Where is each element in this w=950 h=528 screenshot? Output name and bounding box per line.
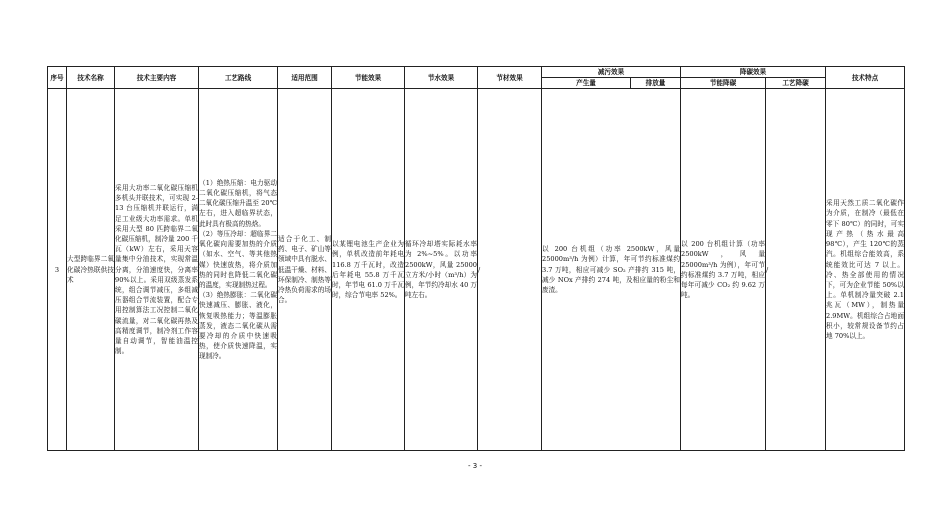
header-water-saving: 节水效果: [405, 67, 478, 89]
header-energy-saving: 节能效果: [332, 67, 405, 89]
header-tech-name: 技术名称: [67, 67, 115, 89]
header-main-content: 技术主要内容: [115, 67, 199, 89]
cell-scope: 适合于化工、制药、电子、矿山等领域中具有脱水、低温干燥、材料、环保制冷、制热等冷热负荷需求的场合。: [278, 89, 332, 451]
cell-features: 采用天然工质二氧化碳作为介质，在制冷（最低在零下 80℃）的同时，可实现产热（热水最高 98℃），产生 120℃的蒸汽。机组综合能效高，系统能效比可达 7 以上。冷、热全部使用的情况下，可为企业节能 50%以上。单机制冷量突破 2.1 兆瓦（MW），制热量 2.9MW。机组综合占地面积小，较常规设备节约占地 70%以上。: [826, 89, 905, 451]
header-seq: 序号: [48, 67, 67, 89]
cell-process-carbon: /: [766, 89, 826, 451]
table-row: [48, 89, 905, 451]
header-scope: 适用范围: [278, 67, 332, 89]
header-energy-carbon: 节能降碳: [681, 78, 766, 89]
header-material-saving: 节材效果: [478, 67, 542, 89]
process-route-text: （1）绝热压缩：电力驱动二氧化碳压缩机，将气态二氧化碳压缩升温至 20℃左右，进入超临界状态，此时具有极高的热焓。 （2）等压冷却：超临界二氧化碳向需要加热的介质（如水、空气、等其他热媒）快速放热，将介质加热的同时也降低二氧化碳的温度，实现制热过程。 （3）绝热膨胀：二氧化碳快速减压、膨胀、液化，恢复吸热能力；等温膨胀蒸发，液态二氧化碳从需要冷却的介质中快速吸热，使介质快速降温，实现制冷。: [199, 178, 277, 361]
cell-energy-carbon: 以 200 台机组计算（功率 2500kW，风量 25000m³/h 为例），年可节约标准煤约 3.7 万吨，相应每年可减少 CO₂ 约 9.62 万吨。: [681, 89, 766, 451]
header-pollution-reduction: 减污效果: [542, 67, 681, 78]
cell-energy-saving: 以某锂电池生产企业为例，单机改造前年耗电 116.8 万千瓦时，改造后年耗电 55.8 万千瓦时，年节电 61.0 万千瓦时，综合节电率 52%。: [332, 89, 405, 451]
cell-seq: 3: [48, 89, 67, 451]
cell-water-saving: 循环冷却塔实际耗水率为 2%~5%。以功率 2500kW，风量 25000 立方米/小时（m³/h）为例，年节约冷却水 40 万吨左右。: [405, 89, 478, 451]
header-process-carbon: 工艺降碳: [766, 78, 826, 89]
cell-process-route: [199, 89, 278, 451]
cell-material-saving: /: [478, 89, 542, 451]
header-carbon-reduction: 降碳效果: [681, 67, 826, 78]
header-emission: 排放量: [631, 78, 681, 89]
cell-pollution-reduction: 以 200 台机组（功率 2500kW，风量 25000m³/h 为例）计算，年可节约标准煤约 3.7 万吨，相应可减少 SO₂ 产排约 315 吨，减少 NOx 产排约 274 吨，及相应量的粉尘和废渣。: [542, 89, 681, 451]
cell-tech-name: 大型跨临界二氧化碳冷热联供技术: [67, 89, 115, 451]
header-process-route: 工艺路线: [199, 67, 278, 89]
header-generation: 产生量: [542, 78, 631, 89]
cell-main-content: 采用大功率二氧化碳压缩机多机头并联技术，可实现 2-13 台压缩机并联运行，满足工业级大功率需求。单机采用大型 80 匹跨临界二氧化碳压缩机，制冷量 200 千瓦（kW）左右，采用天容量集中分油技术，实现常温分离，分油速度快，分离率 90%以上。采用双级蒸发系统，组合调节减压，多组减压器组合节流装置，配合专用控制算法工况控制二氧化碳流量，对二氧化碳再热及高精度调节，制冷剂工作容量自动调节，智能油温控制。: [115, 89, 199, 451]
page-number: - 3 -: [468, 462, 482, 470]
header-features: 技术特点: [826, 67, 905, 89]
technology-table: [47, 66, 905, 451]
